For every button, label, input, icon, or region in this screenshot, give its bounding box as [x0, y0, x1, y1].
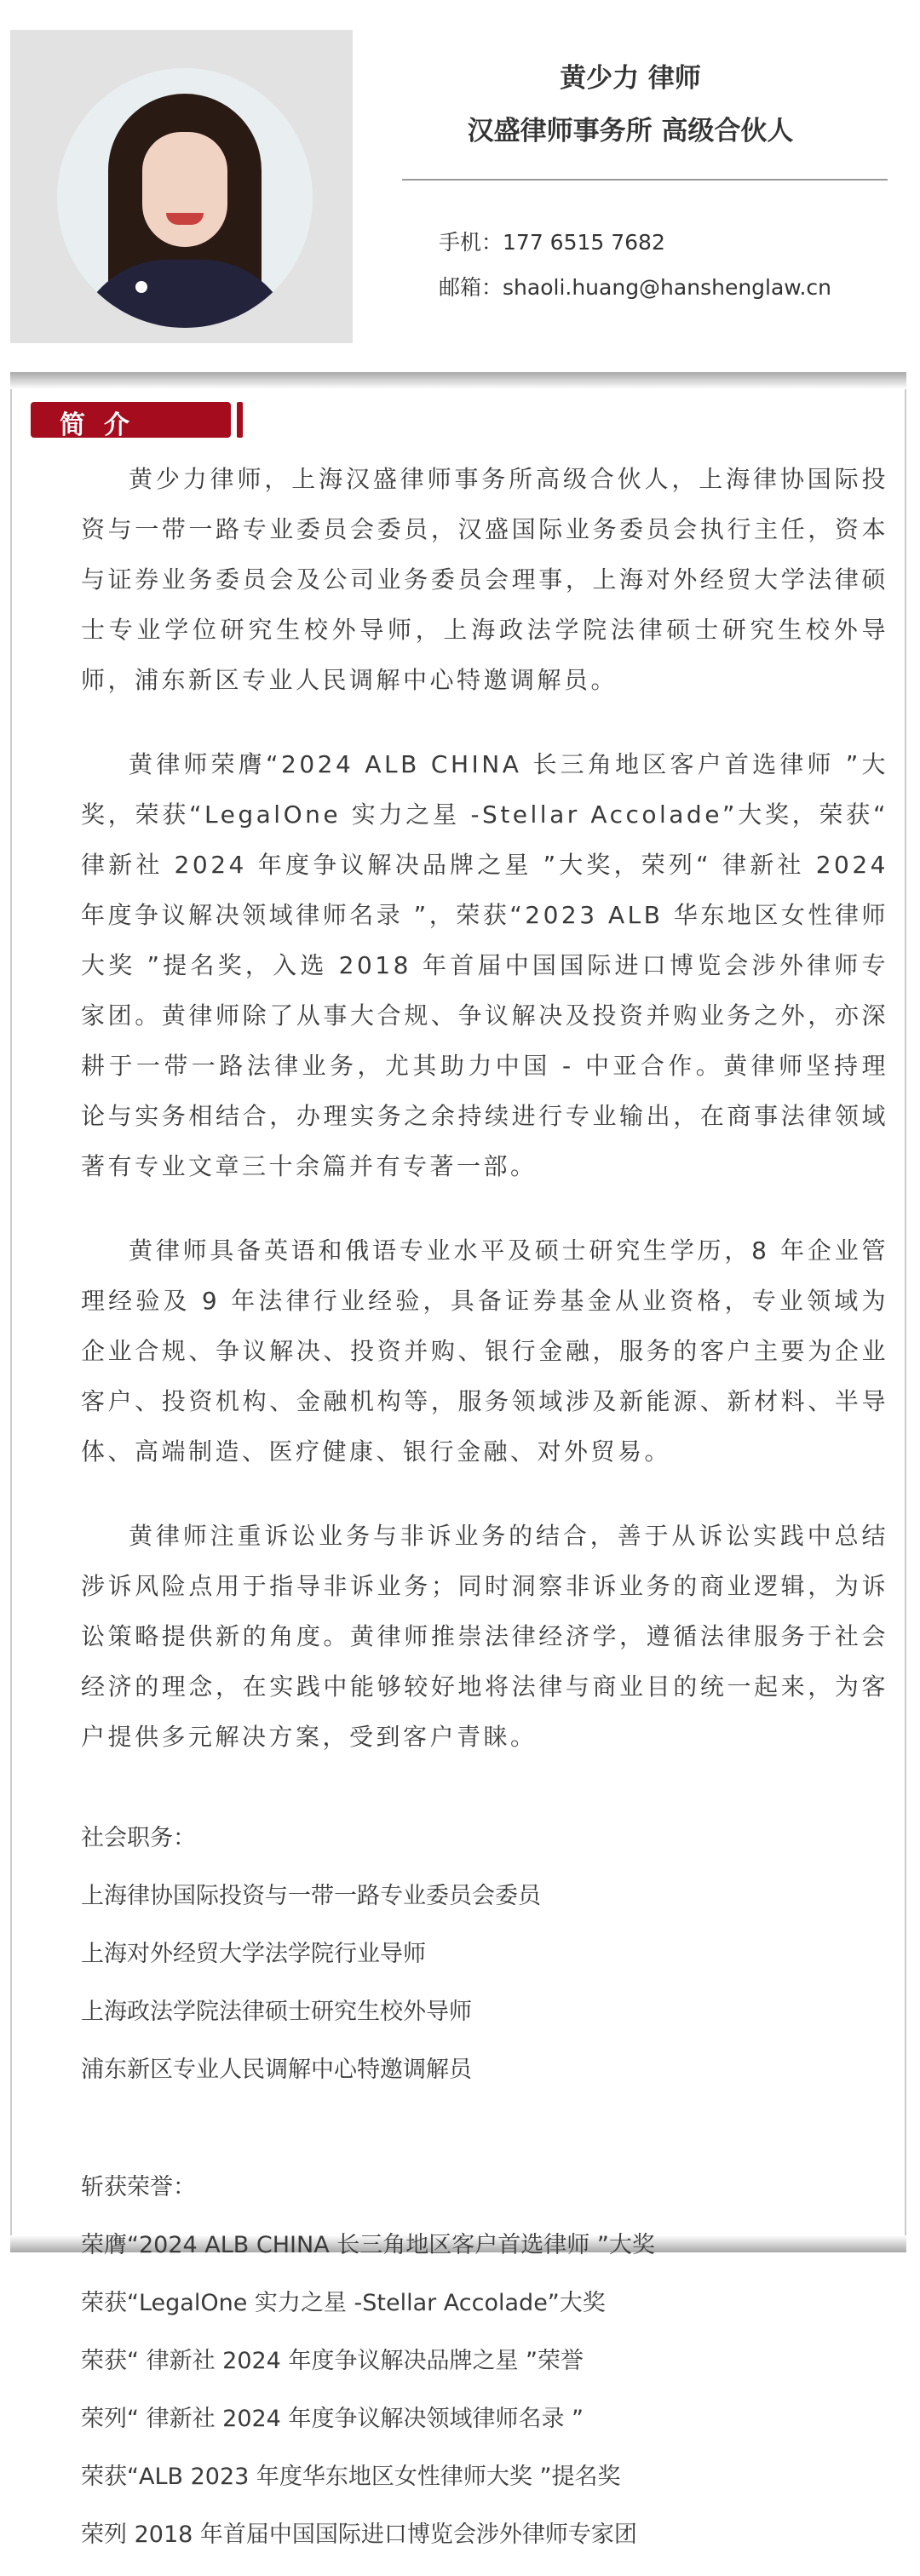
firm-title: 汉盛律师事务所 高级合伙人 — [467, 116, 794, 146]
positions-list — [81, 1879, 888, 2111]
list-item: 浦东新区专业人民调解中心特邀调解员 — [81, 2057, 472, 2083]
portrait-face — [142, 132, 227, 247]
phone-row — [439, 226, 665, 256]
portrait-circle — [57, 68, 313, 328]
email-address[interactable]: shaoli.huang@hanshenglaw.cn — [503, 275, 831, 300]
bio-text: 黄律师注重诉讼业务与非诉业务的结合，善于从诉讼实践中总结涉诉风险点用于指导非诉业务；同时洞察非诉业务的商业逻辑，为诉讼策略提供新的角度。黄律师推崇法律经济学，遵循法律服务于社会经济的理念，在实践中能够较好地将法律与商业目的统一起来，为客户提供多元解决方案，受到客户青睐。 — [81, 1522, 888, 1751]
bio-paragraph — [81, 454, 888, 705]
lawyer-name: 黄少力 律师 — [560, 63, 701, 94]
list-item: 荣列 2018 年首届中国国际进口博览会涉外律师专家团 — [81, 2521, 637, 2548]
bio-paragraph — [81, 1225, 888, 1477]
list-item: 荣列“ 律新社 2024 年度争议解决领域律师名录 ” — [81, 2406, 584, 2432]
bio-text: 黄律师具备英语和俄语专业水平及硕士研究生学历，8 年企业管理经验及 9 年法律行业经验，具备证券基金从业资格，专业领域为企业合规、争议解决、投资并购、银行金融，服务的客户主要为企业客户、投资机构、金融机构等，服务领域涉及新能源、新材料、半导体、高端制造、医疗健康、银行金融、对外贸易。 — [81, 1236, 888, 1466]
honors-title: 斩获荣誉： — [81, 2174, 196, 2200]
list-item: 上海律协国际投资与一带一路专业委员会委员 — [81, 1883, 541, 1909]
section-title: 简介 — [60, 410, 148, 440]
list-item: 荣获“LegalOne 实力之星 -Stellar Accolade”大奖 — [81, 2290, 606, 2316]
positions-title: 社会职务： — [81, 1825, 196, 1851]
list-item: 荣膺“2024 ALB CHINA 长三角地区客户首选律师 ”大奖 — [81, 2232, 655, 2258]
bio-paragraph — [81, 1511, 888, 1762]
list-item: 上海政法学院法律硕士研究生校外导师 — [81, 1999, 472, 2025]
phone-number[interactable]: 177 6515 7682 — [503, 230, 665, 255]
brooch-icon — [135, 281, 147, 293]
email-label: 邮箱： — [439, 275, 503, 300]
profile-photo — [10, 30, 353, 343]
portrait-suit — [74, 260, 296, 328]
intro-content — [81, 454, 888, 2576]
honors-list — [81, 2229, 888, 2576]
card-top-shadow — [10, 372, 906, 389]
bio-text: 黄少力律师，上海汉盛律师事务所高级合伙人，上海律协国际投资与一带一路专业委员会委员，汉盛国际业务委员会执行主任，资本与证券业务委员会及公司业务委员会理事，上海对外经贸大学法律硕士专业学位研究生校外导师，上海政法学院法律硕士研究生校外导师，浦东新区专业人民调解中心特邀调解员。 — [81, 465, 888, 694]
list-item: 上海对外经贸大学法学院行业导师 — [81, 1941, 426, 1967]
section-tag-bar — [237, 402, 243, 438]
header-divider — [402, 179, 888, 181]
bio-text: 黄律师荣膺“2024 ALB CHINA 长三角地区客户首选律师 ”大奖，荣获“LegalOne 实力之星 -Stellar Accolade”大奖，荣获“ 律新社 2024 年度争议解决品牌之星 ”大奖，荣列“ 律新社 2024 年度争议解决领域律师名录 ”，荣获“2023 ALB 华东地区女性律师大奖 ”提名奖，入选 2018 年首届中国国际进口博览会涉外律师专家团。黄律师除了从事大合规、争议解决及投资并购业务之外，亦深耕于一带一路法律业务，尤其助力中国 - 中亚合作。黄律师坚持理论与实务相结合，办理实务之余持续进行专业输出，在商事法律领域著有专业文章三十余篇并有专著一部。 — [81, 750, 888, 1180]
bio-paragraph — [81, 739, 888, 1191]
list-item: 荣获“ALB 2023 年度华东地区女性律师大奖 ”提名奖 — [81, 2464, 621, 2490]
phone-label: 手机： — [439, 230, 503, 255]
list-item: 荣获“ 律新社 2024 年度争议解决品牌之星 ”荣誉 — [81, 2348, 584, 2374]
email-row — [439, 271, 831, 301]
